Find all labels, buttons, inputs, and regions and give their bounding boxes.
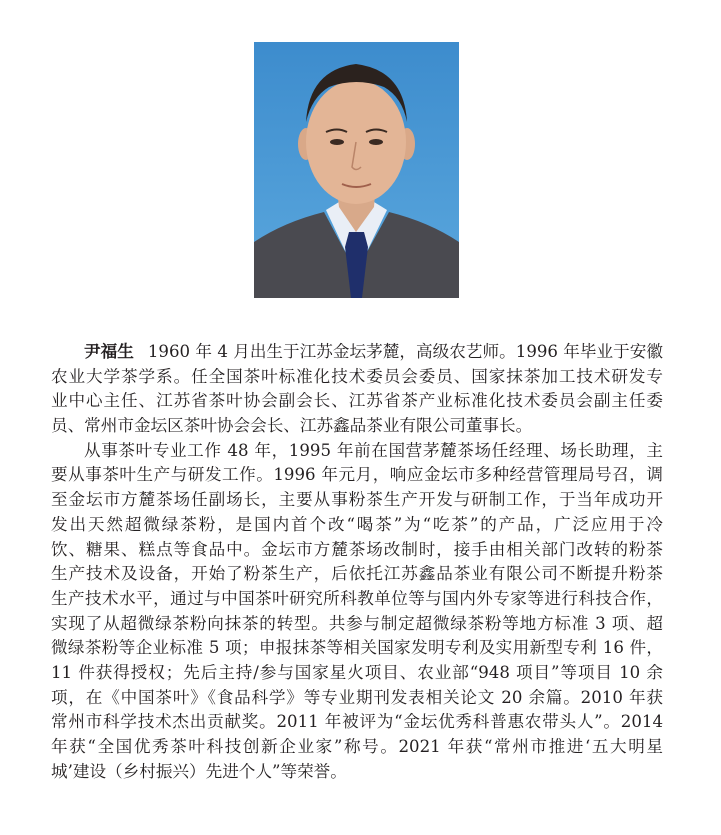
portrait-photo <box>254 42 459 298</box>
bio-line: 微绿茶粉等企业标准 5 项；申报抹茶等相关国家发明专利及实用新型专利 16 件， <box>51 638 663 658</box>
bio-line: 生产技术水平，通过与中国茶叶研究所科教单位等与国内外专家等进行科技合作， <box>51 588 663 608</box>
bio-line: 年获“全国优秀茶叶科技创新企业家”称号。2021 年获“常州市推进‘五大明星 <box>51 737 663 756</box>
person-portrait-icon <box>254 42 459 298</box>
bio-line: 要从事茶叶生产与研发工作。1996 年元月，响应金坛市多种经营管理局号召，调 <box>51 465 663 485</box>
bio-line: 至金坛市方麓茶场任副场长，主要从事粉茶生产开发与研制工作，于当年成功开 <box>51 490 663 510</box>
bio-line: 农业大学茶学系。任全国茶叶标准化技术委员会委员、国家抹茶加工技术研发专 <box>51 366 663 386</box>
bio-line: 项，在《中国茶叶》《食品科学》等专业期刊发表相关论文 20 余篇。2010 年获 <box>51 687 663 707</box>
bio-line: 城’建设（乡村振兴）先进个人”等荣誉。 <box>51 761 347 781</box>
biography <box>51 340 663 784</box>
bio-line: 常州市科学技术杰出贡献奖。2011 年被评为“金坛优秀科普惠农带头人”。2014 <box>51 712 663 732</box>
bio-line: 11 件获得授权；先后主持/参与国家星火项目、农业部“948 项目”等项目 10 余 <box>51 662 663 682</box>
bio-line: 业中心主任、江苏省茶叶协会副会长、江苏省茶产业标准化技术委员会副主任委 <box>51 391 663 411</box>
bio-text: 1960 年 4 月出生于江苏金坛茅麓，高级农艺师。1996 年毕业于安徽 <box>147 342 663 361</box>
bio-line: 生产技术及设备，开始了粉茶生产，后依托江苏鑫品茶业有限公司不断提升粉茶 <box>51 564 663 584</box>
bio-line: 发出天然超微绿茶粉，是国内首个改“喝茶”为“吃茶”的产品，广泛应用于冷 <box>51 514 663 534</box>
bio-line: 实现了从超微绿茶粉向抹茶的转型。共参与制定超微绿茶粉等地方标准 3 项、超 <box>51 613 663 633</box>
bio-line: 从事茶叶专业工作 48 年，1995 年前在国营茅麓茶场任经理、场长助理，主 <box>84 440 663 460</box>
bio-line: 员、常州市金坛区茶叶协会会长、江苏鑫品茶业有限公司董事长。 <box>51 416 533 436</box>
bio-line <box>51 340 663 365</box>
bio-line: 饮、糖果、糕点等食品中。金坛市方麓茶场改制时，接手由相关部门改转的粉茶 <box>51 539 663 559</box>
person-name: 尹福生 <box>84 342 134 361</box>
